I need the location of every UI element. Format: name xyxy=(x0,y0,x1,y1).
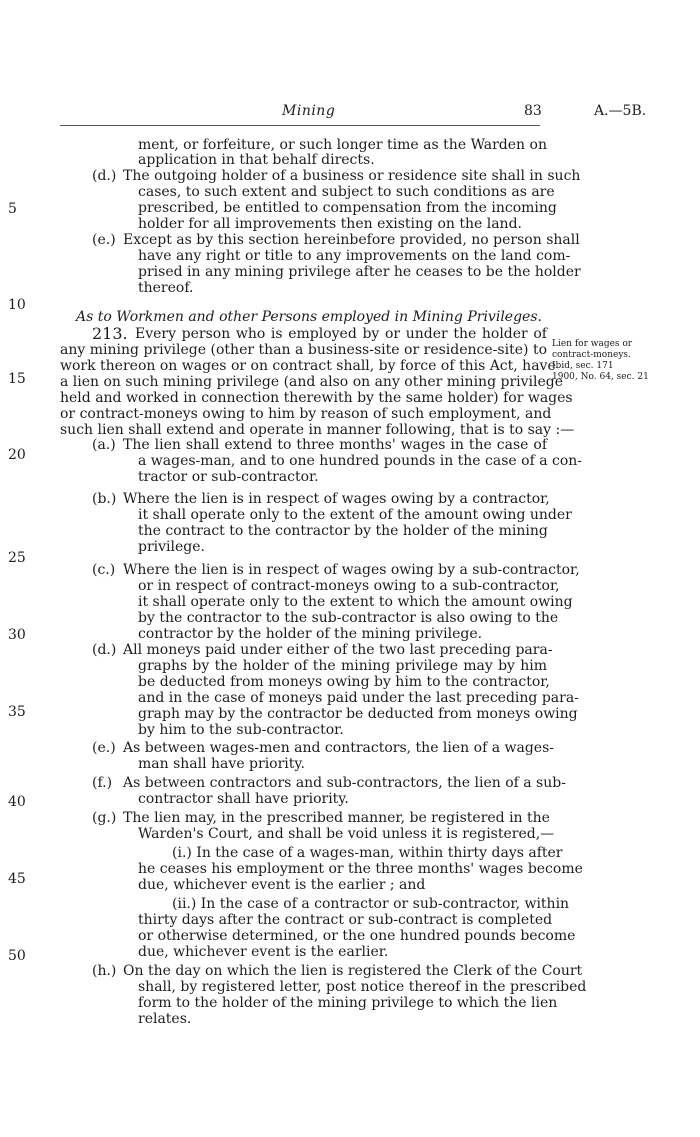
text-line: due, whichever event is the earlier. xyxy=(138,944,389,960)
line-number: 15 xyxy=(8,371,26,387)
text-line: it shall operate only to the extent of the amount owing under xyxy=(138,507,572,523)
line-number: 5 xyxy=(8,201,17,217)
text-line: shall, by registered letter, post notice thereof in the prescribed xyxy=(138,979,587,995)
text-line: work thereon on wages or on contract shall, by force of this Act, have xyxy=(60,358,556,374)
line-number: 10 xyxy=(8,297,26,313)
subheading: As to Workmen and other Persons employed in Mining Privileges. xyxy=(76,309,542,325)
text-line: prised in any mining privilege after he ceases to be the holder xyxy=(138,264,581,280)
line-number: 50 xyxy=(8,948,26,964)
text-line: thereof. xyxy=(138,280,194,296)
text-line: privilege. xyxy=(138,539,205,555)
text-line: contractor shall have priority. xyxy=(138,791,349,807)
text-line: All moneys paid under either of the two last preceding para- xyxy=(123,642,553,658)
text-line: Every person who is employed by or under the holder of xyxy=(135,326,547,342)
text-line: or contract-moneys owing to him by reason of such employment, and xyxy=(60,406,552,422)
document-code: A.—5B. xyxy=(594,103,647,119)
text-line: (i.) In the case of a wages-man, within thirty days after xyxy=(172,845,563,861)
text-line: application in that behalf directs. xyxy=(138,152,375,168)
margin-note-line: contract-moneys. xyxy=(552,350,631,360)
text-line: (ii.) In the case of a contractor or sub-contractor, within xyxy=(172,896,570,912)
text-line: ment, or forfeiture, or such longer time as the Warden on xyxy=(138,137,547,153)
text-line: any mining privilege (other than a business-site or residence-site) to xyxy=(60,342,547,358)
text-line: form to the holder of the mining privilege to which the lien xyxy=(138,995,558,1011)
text-line: he ceases his employment or the three months' wages become xyxy=(138,861,583,877)
para-label: (f.) xyxy=(92,775,113,791)
text-line: held and worked in connection therewith by the same holder) for wages xyxy=(60,390,573,406)
running-title: Mining xyxy=(282,103,336,119)
line-number: 25 xyxy=(8,550,26,566)
text-line: On the day on which the lien is registered the Clerk of the Court xyxy=(123,963,583,979)
text-line: be deducted from moneys owing by him to the contractor, xyxy=(138,674,550,690)
text-line: graphs by the holder of the mining privilege may by him xyxy=(138,658,547,674)
margin-note-line: Lien for wages or xyxy=(552,339,633,349)
line-number: 35 xyxy=(8,704,26,720)
para-label: (c.) xyxy=(92,562,116,578)
page-number: 83 xyxy=(524,103,542,119)
text-line: relates. xyxy=(138,1011,192,1027)
text-line: As between contractors and sub-contractors, the lien of a sub- xyxy=(123,775,566,791)
text-line: and in the case of moneys paid under the last preceding para- xyxy=(138,690,579,706)
text-line: tractor or sub-contractor. xyxy=(138,469,319,485)
text-line: contractor by the holder of the mining privilege. xyxy=(138,626,483,642)
text-line: by the contractor to the sub-contractor is also owing to the xyxy=(138,610,559,626)
text-line: holder for all improvements then existing on the land. xyxy=(138,216,522,232)
text-line: the contract to the contractor by the holder of the mining xyxy=(138,523,548,539)
para-label: (d.) xyxy=(92,642,117,658)
para-label: (g.) xyxy=(92,810,117,826)
text-line: cases, to such extent and subject to such conditions as are xyxy=(138,184,555,200)
line-number: 20 xyxy=(8,447,26,463)
text-line: a lien on such mining privilege (and also on any other mining privilege xyxy=(60,374,564,390)
margin-note-line: Ibid, sec. 171 xyxy=(552,361,614,371)
text-line: it shall operate only to the extent to which the amount owing xyxy=(138,594,573,610)
text-line: by him to the sub-contractor. xyxy=(138,722,344,738)
line-number: 45 xyxy=(8,871,26,887)
para-label: (d.) xyxy=(92,168,117,184)
text-line: Warden's Court, and shall be void unless it is registered,— xyxy=(138,826,555,842)
section-number: 213. xyxy=(92,324,128,343)
para-label: (e.) xyxy=(92,232,116,248)
para-label: (a.) xyxy=(92,437,116,453)
text-line: or otherwise determined, or the one hundred pounds become xyxy=(138,928,576,944)
text-line: prescribed, be entitled to compensation from the incoming xyxy=(138,200,557,216)
text-line: have any right or title to any improvements on the land com- xyxy=(138,248,571,264)
text-line: graph may by the contractor be deducted from moneys owing xyxy=(138,706,578,722)
text-line: The lien may, in the prescribed manner, be registered in the xyxy=(123,810,550,826)
text-line: As between wages-men and contractors, the lien of a wages- xyxy=(123,740,554,756)
text-line: due, whichever event is the earlier ; and xyxy=(138,877,426,893)
text-line: a wages-man, and to one hundred pounds in the case of a con- xyxy=(138,453,583,469)
text-line: Where the lien is in respect of wages owing by a sub-contractor, xyxy=(123,562,580,578)
line-number: 30 xyxy=(8,627,26,643)
text-line: The outgoing holder of a business or residence site shall in such xyxy=(123,168,581,184)
text-line: such lien shall extend and operate in manner following, that is to say :— xyxy=(60,422,575,438)
text-line: Where the lien is in respect of wages owing by a contractor, xyxy=(123,491,550,507)
para-label: (h.) xyxy=(92,963,117,979)
line-number: 40 xyxy=(8,794,26,810)
margin-note-line: 1900, No. 64, sec. 21 xyxy=(552,372,649,382)
para-label: (e.) xyxy=(92,740,116,756)
text-line: or in respect of contract-moneys owing to a sub-contractor, xyxy=(138,578,560,594)
text-line: The lien shall extend to three months' wages in the case of xyxy=(123,437,547,453)
para-label: (b.) xyxy=(92,491,117,507)
text-line: man shall have priority. xyxy=(138,756,305,772)
text-line: Except as by this section hereinbefore provided, no person shall xyxy=(123,232,580,248)
text-line: thirty days after the contract or sub-contract is completed xyxy=(138,912,553,928)
header-rule xyxy=(60,125,540,126)
